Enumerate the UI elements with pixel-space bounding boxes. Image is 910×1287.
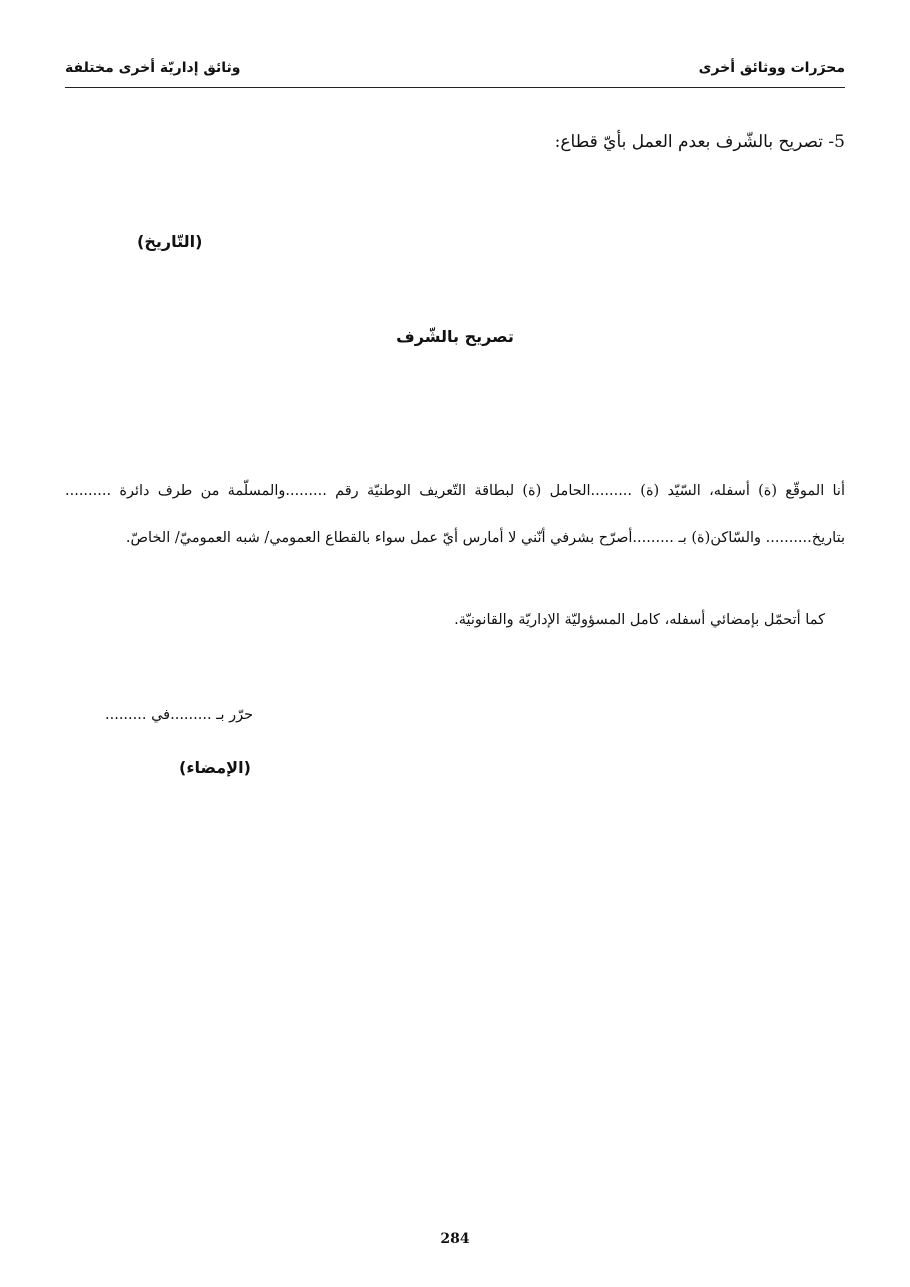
date-placeholder: (التّاريخ) (137, 232, 203, 251)
page-number: 284 (440, 1231, 470, 1247)
declaration-paragraph: أنا الموقّع (ة) أسفله، السّيّد (ة) .........الحامل (ة) لبطاقة التّعريف الوطنيّة رقم .........والمسلّمة من طرف دائرة .......... بتاريخ.......... والسّاكن(ة) بـ .........أصرّح بشرفي أنّني لا أمارس أيّ عمل سواء بالقطاع العمومي/ شبه العموميّ/ الخاصّ. (65, 483, 845, 546)
document-title: تصريح بالشّرف (396, 327, 514, 346)
written-at-line: حرّر بـ .........في ......... (105, 707, 254, 723)
running-header-right: محرَرات ووثائق أخرى (698, 60, 845, 76)
signature-placeholder: (الإمضاء) (179, 758, 251, 777)
header-divider (65, 87, 845, 88)
section-heading: 5- تصريح بالشّرف بعدم العمل بأيّ قطاع: (554, 132, 845, 152)
responsibility-paragraph: كما أتحمّل بإمضائي أسفله، كامل المسؤوليّة الإداريّة والقانونيّة. (454, 612, 825, 628)
running-header-left: وثائق إداريّة أخرى مختلفة (65, 60, 241, 76)
